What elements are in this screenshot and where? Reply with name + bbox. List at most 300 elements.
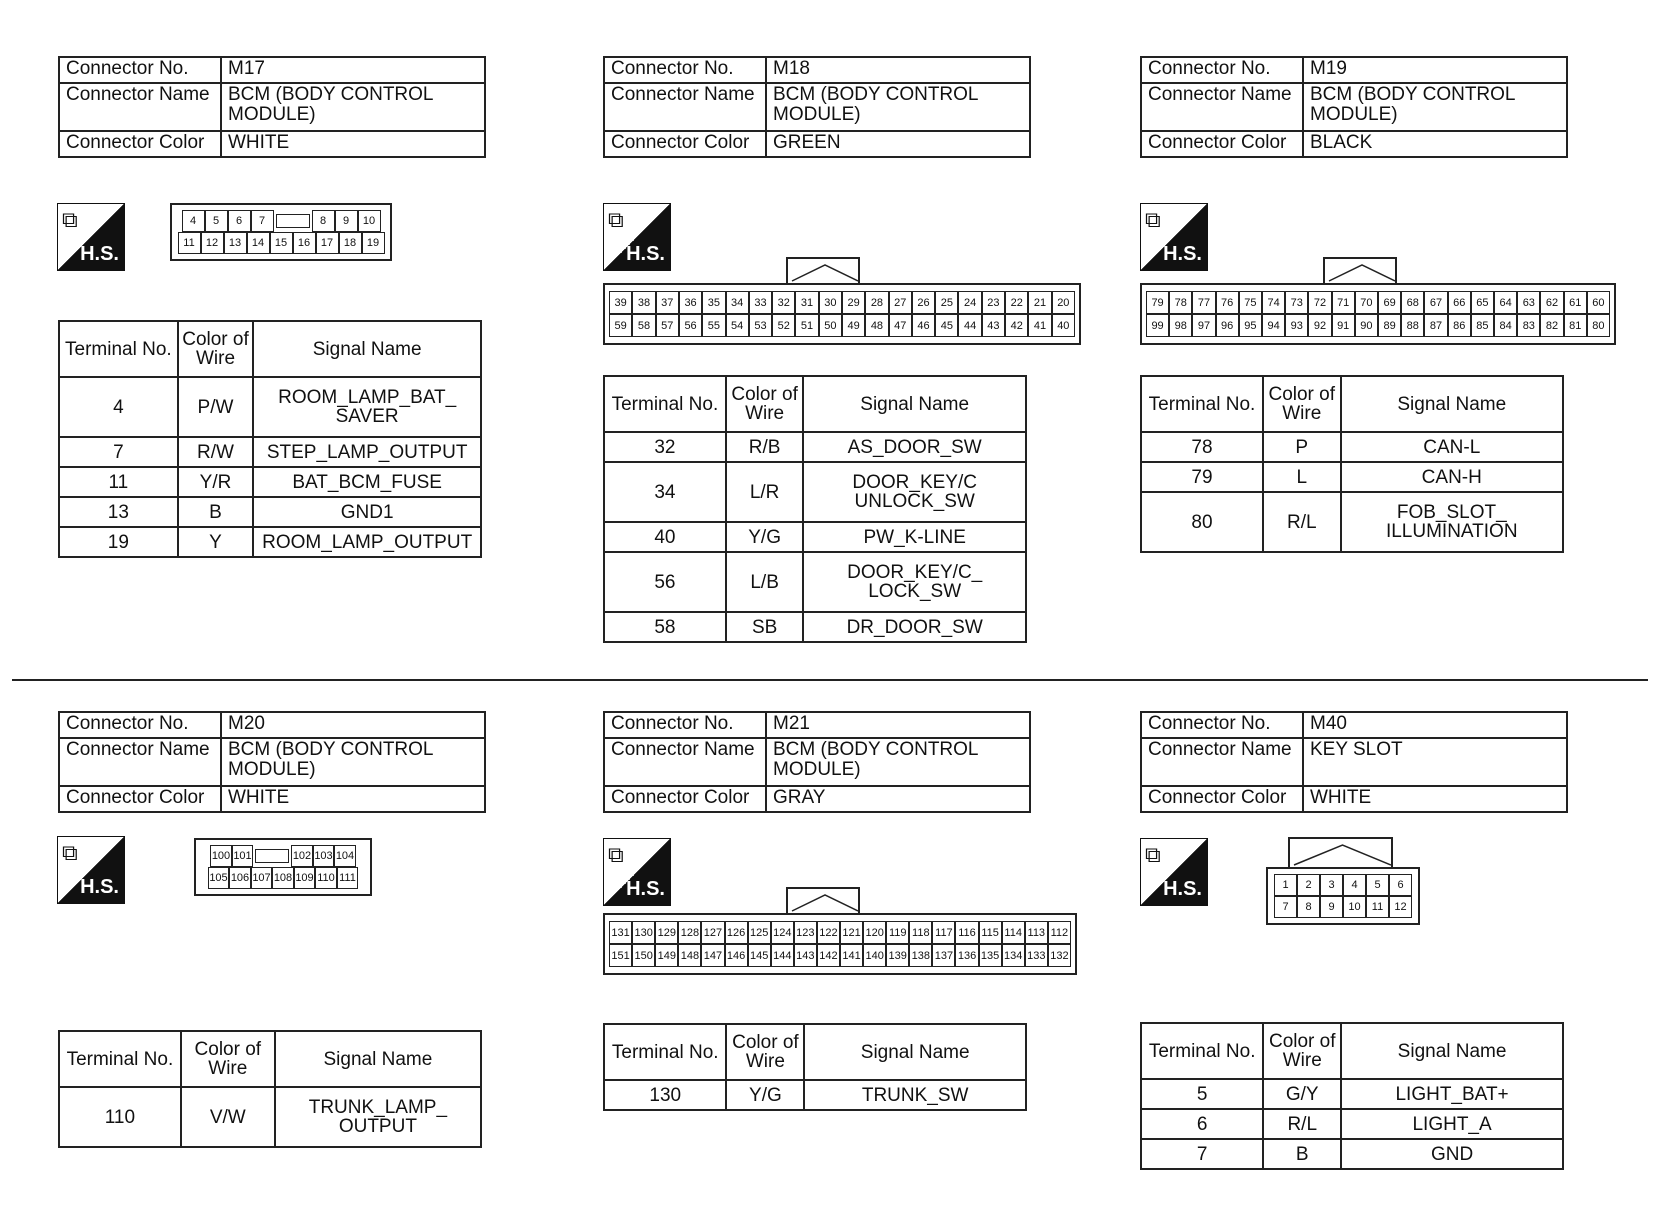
terminal-row — [59, 1087, 481, 1147]
pin-103 — [313, 845, 335, 867]
pin-133 — [1025, 944, 1048, 967]
terminal-header-row — [604, 376, 1026, 432]
pin-50 — [819, 314, 842, 337]
signal-name: LIGHT_A — [1341, 1109, 1563, 1139]
pin-127 — [701, 921, 724, 944]
terminal-table — [58, 1030, 482, 1148]
pin-row — [1146, 291, 1610, 314]
pin-143 — [794, 944, 817, 967]
pin-number: 11 — [1371, 901, 1384, 913]
info-value: GRAY — [766, 786, 1030, 812]
pin-77 — [1192, 291, 1215, 314]
hs-label: H.S. — [1163, 243, 1202, 265]
wire-color: P — [1263, 432, 1341, 462]
terminal-no: 58 — [604, 612, 726, 642]
pin-76 — [1216, 291, 1239, 314]
pin-13 — [224, 232, 247, 254]
pin-149 — [655, 944, 678, 967]
pin-number: 143 — [796, 949, 815, 962]
pin-95 — [1239, 314, 1262, 337]
info-value: KEY SLOT — [1303, 738, 1567, 786]
pin-number: 123 — [796, 926, 815, 939]
pin-74 — [1262, 291, 1285, 314]
pin-105 — [208, 867, 230, 889]
hs-label: H.S. — [626, 878, 665, 900]
pin-gap — [274, 210, 312, 232]
pin-number: 124 — [773, 926, 792, 939]
pin-78 — [1169, 291, 1192, 314]
pin-number: 24 — [964, 296, 977, 309]
pin-128 — [678, 921, 701, 944]
pin-5 — [205, 210, 228, 232]
pin-number: 43 — [987, 319, 1000, 332]
pin-number: 66 — [1453, 296, 1466, 309]
connector-info-m40 — [1140, 711, 1568, 813]
pin-number: 91 — [1337, 319, 1350, 332]
pin-41 — [1028, 314, 1051, 337]
header-signal-name: Signal Name — [275, 1031, 481, 1087]
pin-number: 92 — [1313, 319, 1327, 332]
info-value: M17 — [221, 57, 485, 83]
pin-66 — [1448, 291, 1471, 314]
pin-7 — [251, 210, 274, 232]
terminal-row — [1141, 1079, 1563, 1109]
pin-63 — [1517, 291, 1540, 314]
pin-141 — [840, 944, 863, 967]
pin-62 — [1540, 291, 1563, 314]
info-row — [604, 131, 1030, 157]
terminal-table-m40 — [1140, 1022, 1564, 1170]
pin-8 — [312, 210, 335, 232]
terminal-row — [604, 552, 1026, 612]
pin-number: 17 — [320, 237, 334, 249]
pin-106 — [229, 867, 251, 889]
harness-side-icon — [603, 838, 671, 906]
pin-number: 89 — [1383, 319, 1396, 332]
pin-number: 6 — [235, 215, 243, 227]
pin-37 — [656, 291, 679, 314]
pin-91 — [1332, 314, 1355, 337]
info-row — [604, 786, 1030, 812]
info-key: Connector No. — [1141, 57, 1303, 83]
pin-82 — [1540, 314, 1563, 337]
wire-color: B — [1263, 1139, 1341, 1169]
pin-number: 26 — [917, 296, 930, 309]
pin-number: 49 — [847, 319, 860, 332]
pin-number: 15 — [274, 237, 288, 249]
pin-69 — [1378, 291, 1401, 314]
info-key: Connector Name — [59, 83, 221, 131]
connector-info-m17 — [58, 56, 486, 158]
signal-name: CAN-H — [1341, 462, 1563, 492]
connector-view-icon: ⧉ — [608, 842, 624, 867]
pin-number: 10 — [1348, 901, 1361, 913]
terminal-no: 5 — [1141, 1079, 1263, 1109]
pin-number: 149 — [657, 949, 676, 962]
pin-number: 39 — [614, 296, 627, 309]
pin-number: 108 — [273, 872, 293, 884]
pin-number: 95 — [1244, 319, 1257, 332]
pin-131 — [609, 921, 632, 944]
pin-number: 4 — [1351, 879, 1358, 891]
info-key: Connector Name — [604, 738, 766, 786]
pin-number: 13 — [228, 237, 242, 249]
info-key: Connector Color — [604, 786, 766, 812]
connector-info-m18 — [603, 56, 1031, 158]
pin-122 — [817, 921, 840, 944]
wire-color: L — [1263, 462, 1341, 492]
pin-28 — [865, 291, 888, 314]
signal-name: PW_K-LINE — [803, 522, 1026, 552]
pin-45 — [935, 314, 958, 337]
pin-number: 107 — [252, 872, 271, 884]
info-key: Connector No. — [1141, 712, 1303, 738]
pin-number: 38 — [637, 296, 651, 309]
pin-6 — [1389, 874, 1412, 896]
pin-68 — [1401, 291, 1424, 314]
connector-lock-tab — [1288, 837, 1393, 867]
info-row — [604, 712, 1030, 738]
pin-number: 22 — [1010, 296, 1023, 309]
signal-name: GND — [1341, 1139, 1563, 1169]
pin-89 — [1378, 314, 1401, 337]
lock-tab-line — [788, 889, 858, 913]
terminal-row — [59, 377, 481, 437]
pin-row — [176, 210, 386, 232]
header-terminal-no: Terminal No. — [59, 1031, 181, 1087]
pin-number: 29 — [847, 296, 860, 309]
pin-19 — [362, 232, 385, 254]
pin-8 — [1297, 896, 1320, 918]
info-row — [59, 57, 485, 83]
pin-number: 93 — [1290, 319, 1303, 332]
pin-number: 27 — [894, 296, 907, 309]
pin-row — [609, 921, 1071, 944]
connector-info-m20 — [58, 711, 486, 813]
header-terminal-no: Terminal No. — [604, 376, 726, 432]
pin-number: 33 — [754, 296, 767, 309]
pin-number: 3 — [1328, 879, 1335, 891]
pin-number: 114 — [1004, 926, 1022, 939]
pin-number: 9 — [1328, 901, 1335, 913]
harness-side-icon — [603, 203, 671, 271]
terminal-table-m18 — [603, 375, 1027, 643]
pin-53 — [749, 314, 772, 337]
info-row — [59, 738, 485, 786]
pin-114 — [1002, 921, 1025, 944]
pin-number: 37 — [661, 296, 674, 309]
connector-view-icon: ⧉ — [62, 840, 78, 865]
pin-44 — [958, 314, 981, 337]
connector-face — [194, 838, 372, 896]
pin-number: 23 — [987, 296, 1000, 309]
pin-number: 48 — [870, 319, 884, 332]
connector-lock-tab — [786, 887, 860, 913]
pin-54 — [726, 314, 749, 337]
terminal-no: 80 — [1141, 492, 1263, 552]
pin-number: 105 — [209, 872, 228, 884]
wire-color: Y/R — [178, 467, 254, 497]
pin-126 — [725, 921, 748, 944]
pin-140 — [863, 944, 886, 967]
pin-94 — [1262, 314, 1285, 337]
pin-number: 73 — [1290, 296, 1303, 309]
pin-number: 79 — [1151, 296, 1164, 309]
pin-137 — [932, 944, 955, 967]
pin-108 — [272, 867, 294, 889]
pin-number: 30 — [824, 296, 837, 309]
pin-number: 147 — [703, 949, 723, 962]
pin-number: 60 — [1592, 296, 1605, 309]
pin-12 — [1389, 896, 1412, 918]
pin-number: 51 — [800, 319, 814, 332]
pin-35 — [702, 291, 725, 314]
pin-59 — [609, 314, 632, 337]
pin-51 — [795, 314, 818, 337]
lock-tab-line — [1325, 259, 1395, 283]
pin-107 — [251, 867, 273, 889]
pin-number: 21 — [1033, 296, 1047, 309]
pin-119 — [886, 921, 909, 944]
signal-name: FOB_SLOT_ ILLUMINATION — [1341, 492, 1563, 552]
terminal-header-row — [59, 321, 481, 377]
connector-info-table — [603, 56, 1031, 158]
pin-number: 135 — [980, 949, 1000, 962]
signal-name: AS_DOOR_SW — [803, 432, 1026, 462]
pin-57 — [656, 314, 679, 337]
info-value: GREEN — [766, 131, 1030, 157]
pin-42 — [1005, 314, 1028, 337]
signal-name: STEP_LAMP_OUTPUT — [253, 437, 481, 467]
info-key: Connector Color — [59, 131, 221, 157]
terminal-table — [1140, 1022, 1564, 1170]
wire-color: Y — [178, 527, 254, 557]
pin-17 — [316, 232, 339, 254]
pin-113 — [1025, 921, 1048, 944]
info-row — [59, 131, 485, 157]
pin-11 — [1366, 896, 1389, 918]
info-key: Connector Color — [1141, 131, 1303, 157]
connector-info-m19 — [1140, 56, 1568, 158]
pin-132 — [1048, 944, 1071, 967]
header-color-of-wire: Color of Wire — [181, 1031, 275, 1087]
pin-number: 75 — [1244, 296, 1257, 309]
wire-color: Y/G — [726, 1080, 804, 1110]
signal-name: DOOR_KEY/C UNLOCK_SW — [803, 462, 1026, 522]
pin-146 — [725, 944, 748, 967]
terminal-no: 40 — [604, 522, 726, 552]
pin-number: 134 — [1004, 949, 1023, 962]
info-value: BCM (BODY CONTROL MODULE) — [766, 83, 1030, 131]
connector-view-icon: ⧉ — [1145, 842, 1161, 867]
pin-key-slot — [255, 849, 289, 863]
pin-145 — [748, 944, 771, 967]
pin-84 — [1494, 314, 1517, 337]
pin-number: 12 — [1394, 901, 1407, 913]
terminal-row — [59, 527, 481, 557]
pin-number: 126 — [726, 926, 746, 939]
pin-number: 6 — [1397, 879, 1404, 891]
pin-number: 77 — [1197, 296, 1211, 309]
wire-color: L/R — [726, 462, 803, 522]
info-row — [604, 83, 1030, 131]
info-row — [1141, 738, 1567, 786]
header-color-of-wire: Color of Wire — [178, 321, 254, 377]
terminal-row — [1141, 462, 1563, 492]
connector-face — [603, 913, 1077, 975]
pin-number: 20 — [1057, 296, 1070, 309]
lock-tab-line — [788, 259, 858, 283]
wire-color: V/W — [181, 1087, 275, 1147]
header-signal-name: Signal Name — [253, 321, 481, 377]
pin-98 — [1169, 314, 1192, 337]
pin-31 — [795, 291, 818, 314]
header-color-of-wire: Color of Wire — [1263, 1023, 1341, 1079]
pin-number: 94 — [1267, 319, 1280, 332]
pin-75 — [1239, 291, 1262, 314]
pin-93 — [1285, 314, 1308, 337]
pin-number: 150 — [634, 949, 653, 962]
pin-number: 8 — [1305, 901, 1312, 913]
info-row — [1141, 57, 1567, 83]
pin-47 — [889, 314, 912, 337]
pin-number: 69 — [1383, 296, 1396, 309]
pin-number: 137 — [934, 949, 954, 962]
pin-number: 55 — [707, 319, 720, 332]
wire-color: SB — [726, 612, 803, 642]
pin-27 — [889, 291, 912, 314]
pin-number: 112 — [1050, 926, 1069, 939]
pin-number: 52 — [777, 319, 790, 332]
pin-number: 36 — [684, 296, 697, 309]
pin-92 — [1308, 314, 1331, 337]
terminal-row — [1141, 1139, 1563, 1169]
terminal-row — [604, 612, 1026, 642]
info-key: Connector No. — [59, 712, 221, 738]
pin-26 — [912, 291, 935, 314]
pin-1 — [1274, 874, 1297, 896]
info-key: Connector No. — [604, 712, 766, 738]
header-signal-name: Signal Name — [1341, 376, 1563, 432]
pin-number: 11 — [183, 237, 195, 249]
pin-row — [609, 314, 1075, 337]
pin-row — [176, 232, 386, 254]
pin-number: 132 — [1050, 949, 1069, 962]
harness-side-icon — [57, 203, 125, 271]
signal-name: GND1 — [253, 497, 481, 527]
pin-number: 142 — [819, 949, 838, 962]
pin-121 — [840, 921, 863, 944]
pin-number: 141 — [842, 949, 861, 962]
pin-number: 35 — [707, 296, 720, 309]
pin-90 — [1355, 314, 1378, 337]
pin-number: 65 — [1476, 296, 1489, 309]
pin-21 — [1028, 291, 1051, 314]
pin-136 — [955, 944, 978, 967]
pin-row — [609, 291, 1075, 314]
header-color-of-wire: Color of Wire — [1263, 376, 1341, 432]
pin-number: 1 — [1282, 879, 1289, 891]
pin-number: 115 — [981, 926, 999, 939]
pin-120 — [863, 921, 886, 944]
pin-number: 72 — [1313, 296, 1327, 309]
pin-33 — [749, 291, 772, 314]
terminal-table — [603, 1023, 1027, 1111]
pin-number: 119 — [888, 926, 907, 939]
terminal-header-row — [59, 1031, 481, 1087]
connector-info-table — [1140, 56, 1568, 158]
pin-22 — [1005, 291, 1028, 314]
pin-101 — [232, 845, 254, 867]
pin-129 — [655, 921, 678, 944]
connector-info-table — [58, 711, 486, 813]
pin-number: 41 — [1033, 319, 1047, 332]
signal-name: ROOM_LAMP_BAT_ SAVER — [253, 377, 481, 437]
pin-number: 120 — [865, 926, 884, 939]
terminal-table-m21 — [603, 1023, 1027, 1111]
info-value: BCM (BODY CONTROL MODULE) — [221, 738, 485, 786]
pin-number: 106 — [230, 872, 250, 884]
pin-number: 127 — [703, 926, 723, 939]
pin-number: 8 — [319, 215, 327, 227]
pin-number: 99 — [1151, 319, 1164, 332]
pin-109 — [294, 867, 316, 889]
pin-number: 145 — [749, 949, 769, 962]
pin-49 — [842, 314, 865, 337]
header-color-of-wire: Color of Wire — [726, 1024, 804, 1080]
signal-name: LIGHT_BAT+ — [1341, 1079, 1563, 1109]
header-signal-name: Signal Name — [803, 376, 1026, 432]
pin-80 — [1587, 314, 1610, 337]
pin-number: 76 — [1221, 296, 1234, 309]
pin-row — [1272, 896, 1414, 918]
pin-number: 10 — [362, 215, 376, 227]
info-row — [59, 786, 485, 812]
info-row — [1141, 712, 1567, 738]
pin-9 — [335, 210, 358, 232]
pin-number: 86 — [1453, 319, 1466, 332]
pin-number: 83 — [1522, 319, 1535, 332]
pin-55 — [702, 314, 725, 337]
pin-40 — [1052, 314, 1075, 337]
info-value: BCM (BODY CONTROL MODULE) — [766, 738, 1030, 786]
pin-32 — [772, 291, 795, 314]
wire-color: B — [178, 497, 254, 527]
pin-number: 78 — [1174, 296, 1187, 309]
connector-face — [1266, 867, 1420, 925]
pin-83 — [1517, 314, 1540, 337]
pin-38 — [632, 291, 655, 314]
pin-number: 139 — [888, 949, 907, 962]
pin-71 — [1332, 291, 1355, 314]
terminal-no: 79 — [1141, 462, 1263, 492]
terminal-no: 6 — [1141, 1109, 1263, 1139]
pin-7 — [1274, 896, 1297, 918]
pin-number: 32 — [777, 296, 790, 309]
pin-number: 97 — [1197, 319, 1211, 332]
pin-number: 146 — [726, 949, 746, 962]
pin-number: 50 — [824, 319, 837, 332]
pin-88 — [1401, 314, 1424, 337]
pin-number: 47 — [894, 319, 907, 332]
connector-info-m21 — [603, 711, 1031, 813]
info-row — [1141, 786, 1567, 812]
pin-number: 131 — [611, 926, 630, 939]
pin-number: 116 — [958, 926, 976, 939]
terminal-row — [604, 522, 1026, 552]
pin-number: 2 — [1305, 879, 1312, 891]
signal-name: ROOM_LAMP_OUTPUT — [253, 527, 481, 557]
